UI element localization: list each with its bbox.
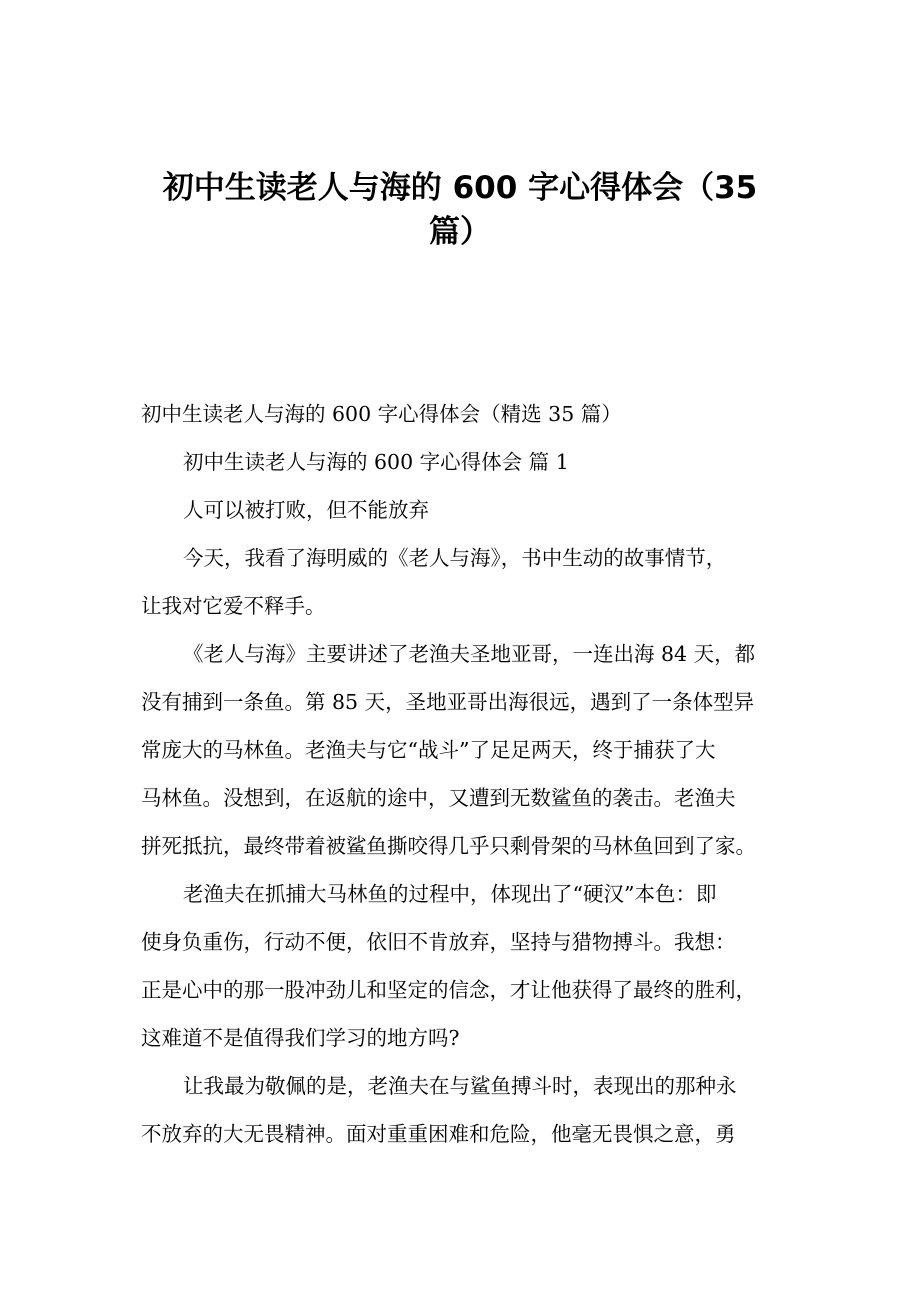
body-line: 拼死抵抗，最终带着被鲨鱼撕咬得几乎只剩骨架的马林鱼回到了家。 bbox=[141, 834, 756, 858]
body-line: 正是心中的那一股冲劲儿和坚定的信念，才让他获得了最终的胜利， bbox=[141, 978, 756, 1002]
document-title-line-2: 篇） bbox=[429, 214, 491, 250]
body-line: 这难道不是值得我们学习的地方吗? bbox=[141, 1026, 460, 1050]
body-line: 使身负重伤，行动不便，依旧不肯放弃，坚持与猎物搏斗。我想： bbox=[141, 930, 736, 954]
body-line: 马林鱼。没想到，在返航的途中，又遭到无数鲨鱼的袭击。老渔夫 bbox=[141, 786, 736, 810]
body-line: 老渔夫在抓捕大马林鱼的过程中，体现出了“硬汉”本色：即 bbox=[183, 882, 717, 906]
body-line: 让我对它爱不释手。 bbox=[141, 594, 326, 618]
body-line: 今天，我看了海明威的《老人与海》，书中生动的故事情节， bbox=[183, 546, 727, 570]
body-line: 没有捕到一条鱼。第 85 天，圣地亚哥出海很远，遇到了一条体型异 bbox=[141, 690, 755, 714]
essay-title: 人可以被打败，但不能放弃 bbox=[183, 498, 429, 522]
subtitle-line: 初中生读老人与海的 600 字心得体会（精选 35 篇） bbox=[141, 402, 622, 426]
body-line: 《老人与海》主要讲述了老渔夫圣地亚哥，一连出海 84 天，都 bbox=[183, 642, 756, 666]
document-title-line-1: 初中生读老人与海的 600 字心得体会（35 bbox=[162, 170, 758, 206]
body-line: 让我最为敬佩的是，老渔夫在与鲨鱼搏斗时，表现出的那种永 bbox=[183, 1074, 737, 1098]
section-heading: 初中生读老人与海的 600 字心得体会 篇 1 bbox=[183, 450, 569, 474]
body-line: 不放弃的大无畏精神。面对重重困难和危险，他毫无畏惧之意，勇 bbox=[141, 1122, 736, 1146]
body-line: 常庞大的马林鱼。老渔夫与它“战斗”了足足两天，终于捕获了大 bbox=[141, 738, 716, 762]
